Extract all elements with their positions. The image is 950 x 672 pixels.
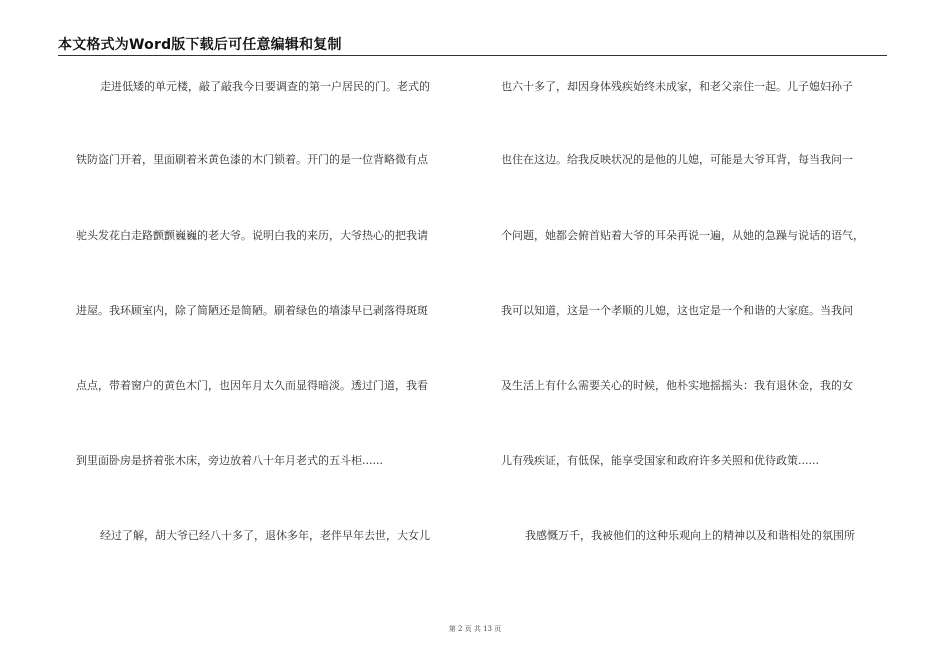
paragraph-line: 儿有残疾证，有低保，能享受国家和政府许多关照和优待政策...... xyxy=(501,454,819,467)
paragraph-line: 经过了解，胡大爷已经八十多了，退休多年，老伴早年去世，大女儿 xyxy=(100,529,430,542)
paragraph-line: 到里面卧房是挤着张木床，旁边放着八十年月老式的五斗柜...... xyxy=(76,454,383,467)
paragraph-line: 也六十多了，却因身体残疾始终未成家，和老父亲住一起。儿子媳妇孙子 xyxy=(501,80,853,93)
paragraph-line: 铁防盗门开着，里面刷着米黄色漆的木门锁着。开门的是一位背略微有点 xyxy=(76,153,428,166)
paragraph-line: 我可以知道，这是一个孝顺的儿媳，这也定是一个和谐的大家庭。当我问 xyxy=(501,304,853,317)
page-number: 第 2 页 共 13 页 xyxy=(448,625,502,633)
header-divider xyxy=(58,55,887,56)
paragraph-line: 驼头发花白走路颤颤巍巍的老大爷。说明白我的来历，大爷热心的把我请 xyxy=(76,229,428,242)
paragraph-line: 也住在这边。给我反映状况的是他的儿媳，可能是大爷耳背，每当我问一 xyxy=(501,153,853,166)
paragraph-line: 及生活上有什么需要关心的时候，他朴实地摇摇头：我有退休金，我的女 xyxy=(501,379,853,392)
paragraph-line: 走进低矮的单元楼，敲了敲我今日要调查的第一户居民的门。老式的 xyxy=(100,80,430,93)
paragraph-line: 我感慨万千，我被他们的这种乐观向上的精神以及和谐相处的氛围所 xyxy=(525,529,855,542)
paragraph-line: 个问题，她都会俯首贴着大爷的耳朵再说一遍，从她的急躁与说话的语气， xyxy=(501,229,864,242)
paragraph-line: 点点，带着窗户的黄色木门，也因年月太久而显得暗淡。透过门道，我看 xyxy=(76,379,428,392)
paragraph-line: 进屋。我环顾室内，除了简陋还是简陋。刷着绿色的墙漆早已剥落得斑斑 xyxy=(76,304,428,317)
document-header-title: 本文格式为Word版下载后可任意编辑和复制 xyxy=(58,37,342,53)
